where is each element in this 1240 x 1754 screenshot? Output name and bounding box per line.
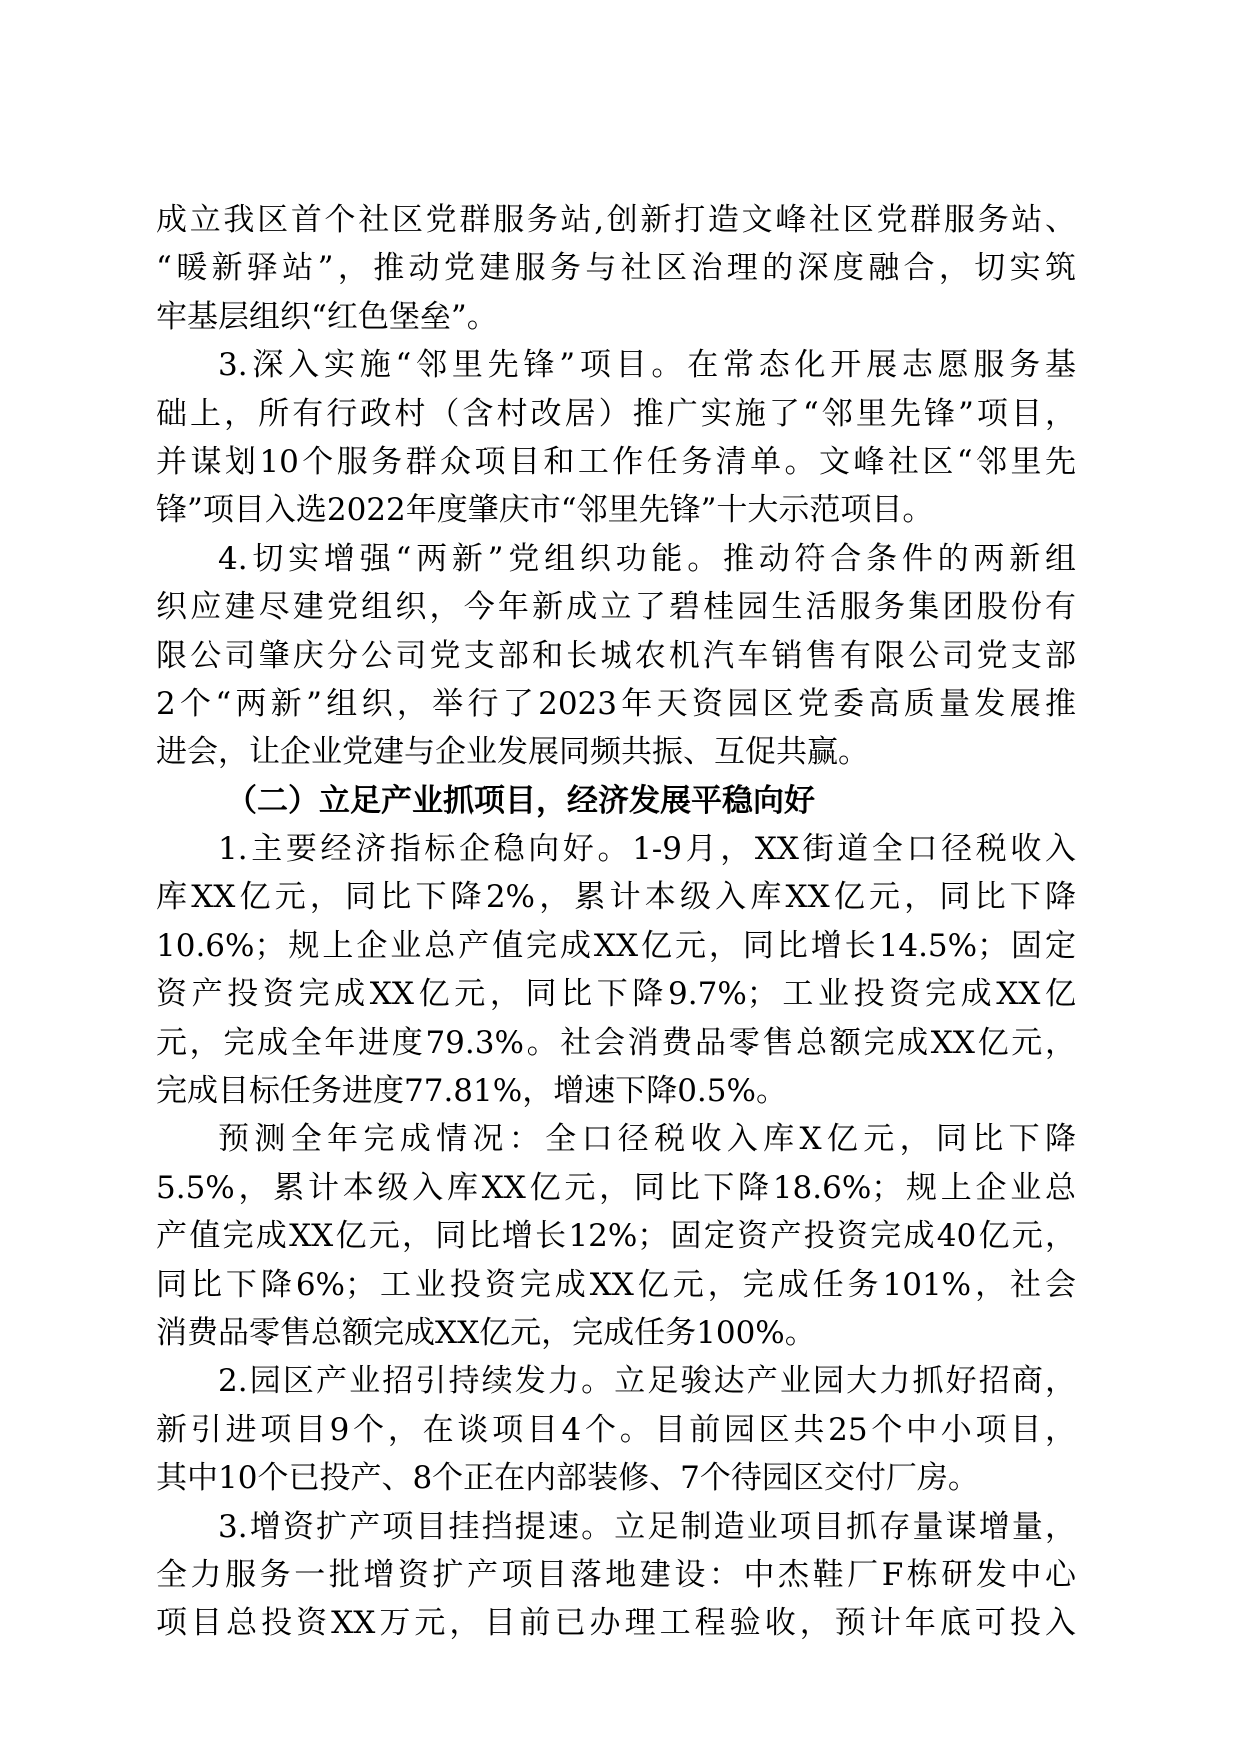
text-line: 2个“两新”组织，举行了2023年天资园区党委高质量发展推 [156,685,1076,722]
document-page [156,196,1076,1648]
text-line: 预测全年完成情况：全口径税收入库X亿元，同比下降 [218,1121,1076,1158]
text-line: 项目总投资XX万元，目前已办理工程验收，预计年底可投入 [156,1605,1076,1642]
text-line: 牢基层组织“红色堡垒”。 [156,298,498,335]
text-line: 2.园区产业招引持续发力。立足骏达产业园大力抓好招商， [218,1363,1076,1400]
text-line: 完成目标任务进度77.81%，增速下降0.5%。 [156,1073,787,1110]
text-line: 锋”项目入选2022年度肇庆市“邻里先锋”十大示范项目。 [156,492,934,529]
paragraph-continuation [156,196,1076,341]
text-line: 10.6%；规上企业总产值完成XX亿元，同比增长14.5%；固定 [156,927,1076,964]
text-line: 其中10个已投产、8个正在内部装修、7个待园区交付厂房。 [156,1460,979,1497]
text-line: 3.深入实施“邻里先锋”项目。在常态化开展志愿服务基 [218,347,1076,384]
text-line: 限公司肇庆分公司党支部和长城农机汽车销售有限公司党支部 [156,637,1076,674]
text-line: 新引进项目9个，在谈项目4个。目前园区共25个中小项目， [156,1411,1076,1448]
text-line: 5.5%，累计本级入库XX亿元，同比下降18.6%；规上企业总 [156,1169,1076,1206]
text-line: 库XX亿元，同比下降2%，累计本级入库XX亿元，同比下降 [156,879,1076,916]
paragraph-linli-xianfeng [156,341,1076,535]
text-line: 消费品零售总额完成XX亿元，完成任务100%。 [156,1314,816,1351]
paragraph-forecast [156,1115,1076,1357]
text-line: 全力服务一批增资扩产项目落地建设：中杰鞋厂F栋研发中心 [156,1556,1076,1593]
text-line: 成立我区首个社区党群服务站,创新打造文峰社区党群服务站、 [156,202,1076,238]
text-line: 1.主要经济指标企稳向好。1-9月，XX街道全口径税收入 [218,831,1076,868]
section-heading: （二）立足产业抓项目，经济发展平稳向好 [226,782,815,819]
text-line: 并谋划10个服务群众项目和工作任务清单。文峰社区“邻里先 [156,443,1076,480]
paragraph-capacity-expansion [156,1503,1076,1648]
paragraph-economic-indicators [156,825,1076,1115]
text-line: 织应建尽建党组织，今年新成立了碧桂园生活服务集团股份有 [156,589,1076,626]
text-line: 进会，让企业党建与企业发展同频共振、互促共赢。 [156,734,869,771]
text-line: “暖新驿站”，推动党建服务与社区治理的深度融合，切实筑 [156,250,1076,287]
paragraph-liangxin [156,535,1076,777]
text-line: 元，完成全年进度79.3%。社会消费品零售总额完成XX亿元， [156,1024,1076,1061]
text-line: 产值完成XX亿元，同比增长12%；固定资产投资完成40亿元， [156,1218,1076,1255]
text-line: 4.切实增强“两新”党组织功能。推动符合条件的两新组 [218,540,1076,577]
text-line: 资产投资完成XX亿元，同比下降9.7%；工业投资完成XX亿 [156,976,1076,1013]
text-line: 同比下降6%；工业投资完成XX亿元，完成任务101%，社会 [156,1266,1076,1303]
text-line: 础上，所有行政村（含村改居）推广实施了“邻里先锋”项目， [156,395,1076,432]
paragraph-park-investment [156,1357,1076,1502]
text-line: 3.增资扩产项目挂挡提速。立足制造业项目抓存量谋增量， [218,1508,1076,1545]
